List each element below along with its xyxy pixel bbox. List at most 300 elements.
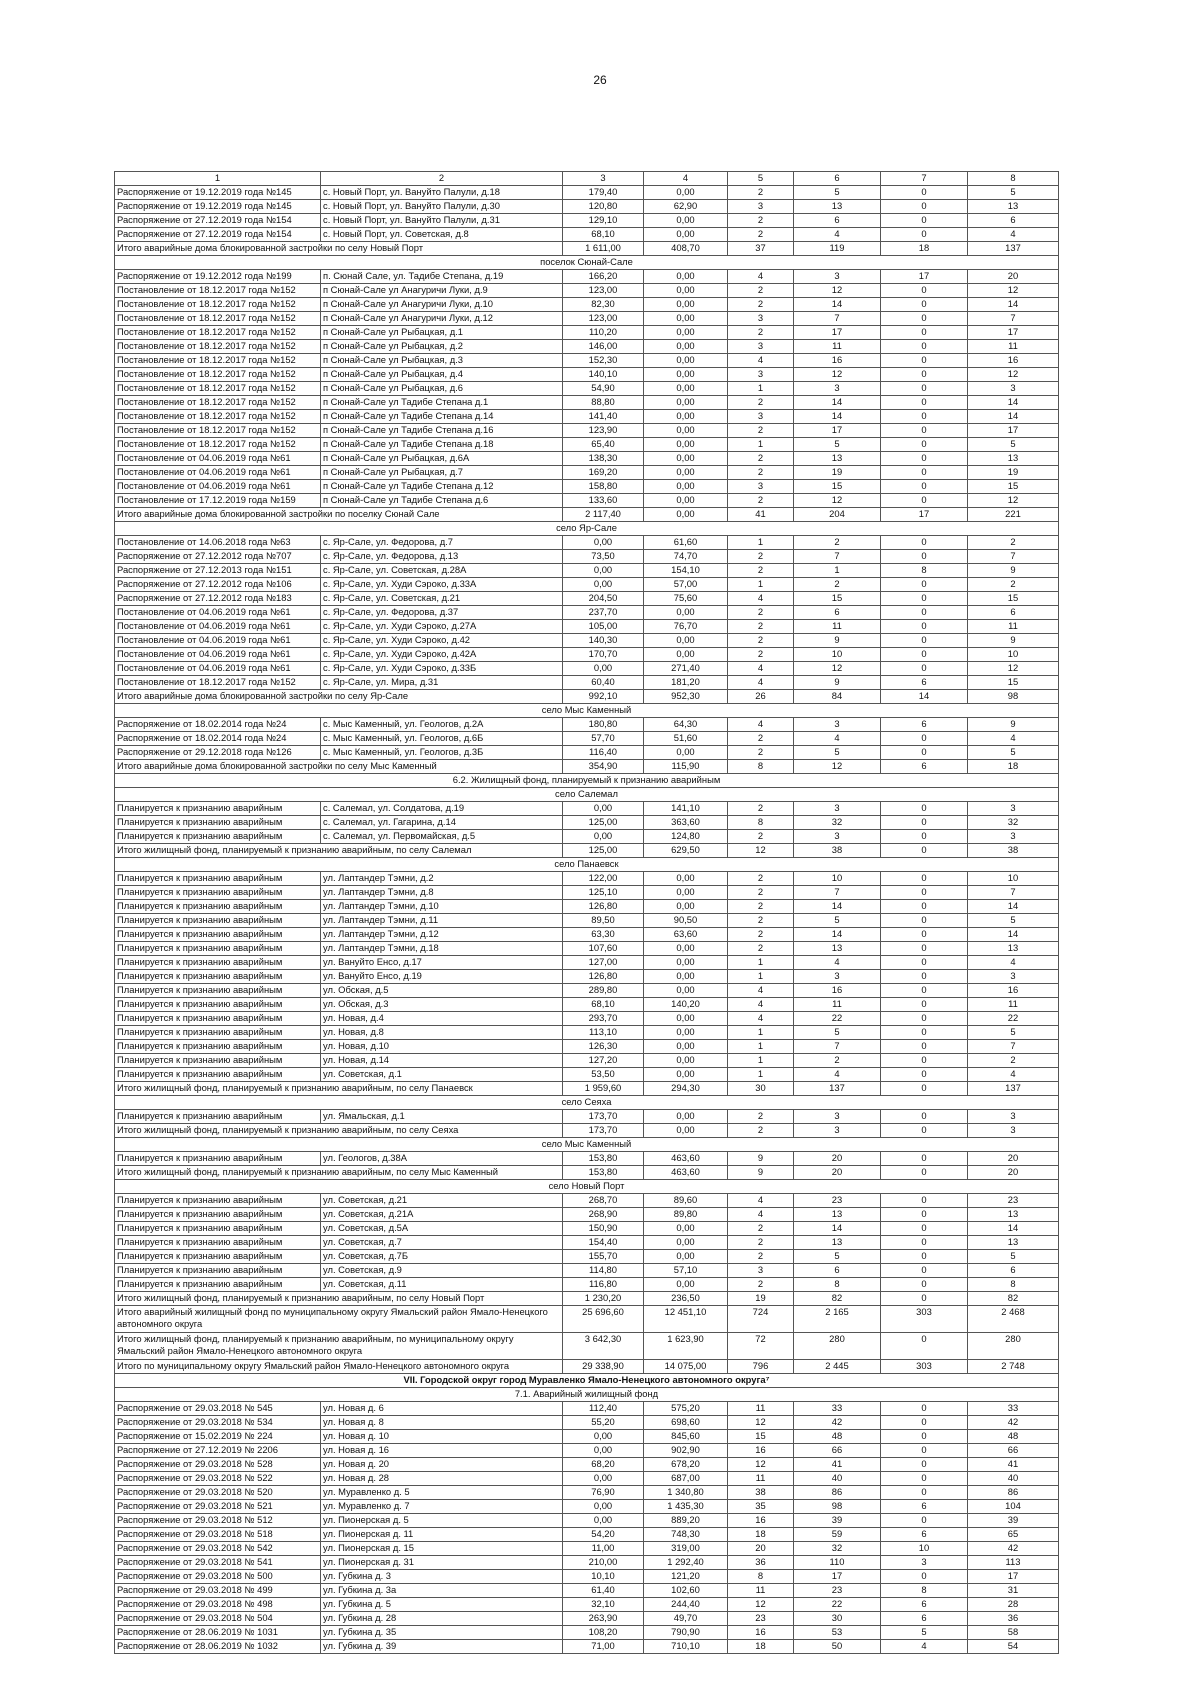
- value-cell: 17: [968, 424, 1059, 438]
- value-cell: 9: [968, 564, 1059, 578]
- value-cell: 0,00: [644, 354, 728, 368]
- value-cell: 11: [794, 620, 881, 634]
- value-cell: 86: [968, 1486, 1059, 1500]
- value-cell: 12: [794, 368, 881, 382]
- table-row: [115, 382, 1059, 396]
- address-cell: ул. Новая, д.14: [321, 1054, 563, 1068]
- table-row: [115, 830, 1059, 844]
- section-title: 6.2. Жилищный фонд, планируемый к признанию аварийным: [115, 774, 1059, 788]
- value-cell: 140,20: [644, 998, 728, 1012]
- address-cell: ул. Губкина д. 3а: [321, 1584, 563, 1598]
- address-cell: ул. Пионерская д. 15: [321, 1542, 563, 1556]
- value-cell: 0,00: [644, 298, 728, 312]
- value-cell: 0,00: [644, 480, 728, 494]
- table-row: [115, 494, 1059, 508]
- total-cell: 38: [794, 844, 881, 858]
- value-cell: 2: [968, 536, 1059, 550]
- value-cell: 127,00: [563, 956, 644, 970]
- value-cell: 76,90: [563, 1486, 644, 1500]
- document-cell: Постановление от 18.12.2017 года №152: [115, 676, 321, 690]
- address-cell: с. Салемал, ул. Солдатова, д.19: [321, 802, 563, 816]
- table-row: [115, 1598, 1059, 1612]
- total-cell: 0: [881, 1166, 968, 1180]
- value-cell: 0,00: [563, 564, 644, 578]
- value-cell: 42: [794, 1416, 881, 1430]
- value-cell: 48: [794, 1430, 881, 1444]
- value-cell: 48: [968, 1430, 1059, 1444]
- value-cell: 2: [728, 494, 794, 508]
- address-cell: с. Яр-Сале, ул. Федорова, д.13: [321, 550, 563, 564]
- value-cell: 3: [794, 830, 881, 844]
- value-cell: 17: [794, 424, 881, 438]
- value-cell: 36: [968, 1612, 1059, 1626]
- total-cell: 303: [881, 1306, 968, 1333]
- value-cell: 12: [968, 662, 1059, 676]
- table-row: [115, 284, 1059, 298]
- value-cell: 15: [968, 592, 1059, 606]
- document-cell: Распоряжение от 15.02.2019 № 224: [115, 1430, 321, 1444]
- table-row: [115, 452, 1059, 466]
- column-number: 5: [728, 172, 794, 186]
- address-cell: ул. Советская, д.11: [321, 1278, 563, 1292]
- value-cell: 244,40: [644, 1598, 728, 1612]
- address-cell: п Сюнай-Сале ул Анагуричи Луки, д.9: [321, 284, 563, 298]
- value-cell: 0: [881, 1110, 968, 1124]
- value-cell: 17: [794, 326, 881, 340]
- table-row: [115, 186, 1059, 200]
- document-cell: Распоряжение от 29.12.2018 года №126: [115, 746, 321, 760]
- value-cell: 179,40: [563, 186, 644, 200]
- total-cell: 0: [881, 1292, 968, 1306]
- value-cell: 0: [881, 354, 968, 368]
- total-cell: 18: [968, 760, 1059, 774]
- value-cell: 68,20: [563, 1458, 644, 1472]
- value-cell: 0: [881, 410, 968, 424]
- value-cell: 181,20: [644, 676, 728, 690]
- address-cell: с. Салемал, ул. Первомайская, д.5: [321, 830, 563, 844]
- document-cell: Постановление от 17.12.2019 года №159: [115, 494, 321, 508]
- value-cell: 89,80: [644, 1208, 728, 1222]
- value-cell: 12: [968, 368, 1059, 382]
- value-cell: 3: [728, 340, 794, 354]
- document-cell: Распоряжение от 27.12.2012 года №183: [115, 592, 321, 606]
- document-cell: Планируется к признанию аварийным: [115, 1264, 321, 1278]
- value-cell: 4: [728, 718, 794, 732]
- total-cell: 280: [794, 1333, 881, 1360]
- total-cell: 173,70: [563, 1124, 644, 1138]
- address-cell: ул. Муравленко д. 7: [321, 1500, 563, 1514]
- value-cell: 0: [881, 1026, 968, 1040]
- value-cell: 0,00: [644, 312, 728, 326]
- value-cell: 62,90: [644, 200, 728, 214]
- value-cell: 3: [794, 270, 881, 284]
- value-cell: 4: [728, 354, 794, 368]
- total-row: [115, 1166, 1059, 1180]
- column-number: 8: [968, 172, 1059, 186]
- value-cell: 15: [968, 676, 1059, 690]
- value-cell: 10: [794, 872, 881, 886]
- total-cell: 12 451,10: [644, 1306, 728, 1333]
- value-cell: 12: [794, 284, 881, 298]
- value-cell: 2: [728, 606, 794, 620]
- total-cell: 20: [794, 1166, 881, 1180]
- total-label: Итого жилищный фонд, планируемый к признанию аварийным, по селу Сеяха: [115, 1124, 563, 1138]
- table-row: [115, 396, 1059, 410]
- value-cell: 41: [794, 1458, 881, 1472]
- document-cell: Планируется к признанию аварийным: [115, 998, 321, 1012]
- value-cell: 49,70: [644, 1612, 728, 1626]
- address-cell: с. Яр-Сале, ул. Худи Сэроко, д.42: [321, 634, 563, 648]
- table-row: [115, 424, 1059, 438]
- document-cell: Постановление от 18.12.2017 года №152: [115, 410, 321, 424]
- value-cell: 2: [728, 466, 794, 480]
- total-cell: 8: [728, 760, 794, 774]
- value-cell: 6: [968, 214, 1059, 228]
- value-cell: 3: [728, 410, 794, 424]
- table-row: [115, 410, 1059, 424]
- address-cell: п Сюнай-Сале ул Тадибе Степана д.14: [321, 410, 563, 424]
- value-cell: 0: [881, 536, 968, 550]
- value-cell: 19: [794, 466, 881, 480]
- value-cell: 0: [881, 396, 968, 410]
- document-cell: Планируется к признанию аварийным: [115, 1194, 321, 1208]
- value-cell: 6: [881, 1500, 968, 1514]
- value-cell: 86: [794, 1486, 881, 1500]
- value-cell: 11: [728, 1584, 794, 1598]
- total-cell: 2 748: [968, 1360, 1059, 1374]
- document-cell: Постановление от 04.06.2019 года №61: [115, 480, 321, 494]
- value-cell: 2: [794, 578, 881, 592]
- value-cell: 319,00: [644, 1542, 728, 1556]
- column-number: 1: [115, 172, 321, 186]
- total-cell: 629,50: [644, 844, 728, 858]
- document-cell: Распоряжение от 27.12.2013 года №151: [115, 564, 321, 578]
- column-number: 7: [881, 172, 968, 186]
- column-number: 2: [321, 172, 563, 186]
- value-cell: 6: [881, 676, 968, 690]
- total-label: Итого аварийные дома блокированной застройки по селу Яр-Сале: [115, 690, 563, 704]
- table-row: [115, 956, 1059, 970]
- value-cell: 4: [728, 1208, 794, 1222]
- document-cell: Планируется к признанию аварийным: [115, 942, 321, 956]
- document-cell: Распоряжение от 29.03.2018 № 522: [115, 1472, 321, 1486]
- value-cell: 14: [968, 928, 1059, 942]
- value-cell: 66: [794, 1444, 881, 1458]
- document-cell: Распоряжение от 29.03.2018 № 500: [115, 1570, 321, 1584]
- value-cell: 0: [881, 732, 968, 746]
- section-header-row: [115, 1096, 1059, 1110]
- table-row: [115, 886, 1059, 900]
- value-cell: 2: [728, 298, 794, 312]
- total-label: Итого по муниципальному округу Ямальский район Ямало-Ненецкого автономного округа: [115, 1360, 563, 1374]
- value-cell: 2: [728, 620, 794, 634]
- document-cell: Распоряжение от 18.02.2014 года №24: [115, 732, 321, 746]
- value-cell: 0: [881, 1012, 968, 1026]
- address-cell: ул. Губкина д. 35: [321, 1626, 563, 1640]
- value-cell: 82,30: [563, 298, 644, 312]
- value-cell: 55,20: [563, 1416, 644, 1430]
- section-title: село Салемал: [115, 788, 1059, 802]
- value-cell: 5: [794, 914, 881, 928]
- value-cell: 15: [794, 592, 881, 606]
- value-cell: 0,00: [644, 1278, 728, 1292]
- section-header-row: [115, 788, 1059, 802]
- column-number: 3: [563, 172, 644, 186]
- document-cell: Распоряжение от 29.03.2018 № 520: [115, 1486, 321, 1500]
- value-cell: 2: [728, 802, 794, 816]
- value-cell: 0: [881, 592, 968, 606]
- value-cell: 123,00: [563, 284, 644, 298]
- total-label: Итого жилищный фонд, планируемый к признанию аварийным, по селу Мыс Каменный: [115, 1166, 563, 1180]
- value-cell: 1: [728, 438, 794, 452]
- total-cell: 0: [881, 1333, 968, 1360]
- value-cell: 140,10: [563, 368, 644, 382]
- value-cell: 7: [968, 1040, 1059, 1054]
- value-cell: 1: [794, 564, 881, 578]
- value-cell: 289,80: [563, 984, 644, 998]
- total-row: [115, 1124, 1059, 1138]
- document-cell: Планируется к признанию аварийным: [115, 1110, 321, 1124]
- document-cell: Распоряжение от 29.03.2018 № 518: [115, 1528, 321, 1542]
- total-cell: 3 642,30: [563, 1333, 644, 1360]
- housing-fund-table: [114, 171, 1059, 1654]
- value-cell: 7: [794, 886, 881, 900]
- value-cell: 155,70: [563, 1250, 644, 1264]
- value-cell: 11: [794, 998, 881, 1012]
- document-cell: Распоряжение от 28.06.2019 № 1031: [115, 1626, 321, 1640]
- total-cell: 2 117,40: [563, 508, 644, 522]
- value-cell: 89,50: [563, 914, 644, 928]
- value-cell: 12: [728, 1458, 794, 1472]
- value-cell: 0: [881, 550, 968, 564]
- document-cell: Постановление от 18.12.2017 года №152: [115, 382, 321, 396]
- value-cell: 678,20: [644, 1458, 728, 1472]
- address-cell: п Сюнай-Сале ул Рыбацкая, д.3: [321, 354, 563, 368]
- value-cell: 2: [728, 228, 794, 242]
- address-cell: ул. Лаптандер Тэмни, д.11: [321, 914, 563, 928]
- value-cell: 112,40: [563, 1402, 644, 1416]
- value-cell: 11: [728, 1472, 794, 1486]
- value-cell: 16: [794, 354, 881, 368]
- value-cell: 0: [881, 1068, 968, 1082]
- section-header-row: [115, 774, 1059, 788]
- value-cell: 13: [794, 452, 881, 466]
- value-cell: 5: [794, 438, 881, 452]
- value-cell: 23: [794, 1194, 881, 1208]
- value-cell: 3: [968, 1110, 1059, 1124]
- value-cell: 13: [794, 942, 881, 956]
- value-cell: 140,30: [563, 634, 644, 648]
- value-cell: 5: [794, 746, 881, 760]
- value-cell: 0: [881, 438, 968, 452]
- document-cell: Распоряжение от 19.12.2019 года №145: [115, 200, 321, 214]
- total-cell: 463,60: [644, 1166, 728, 1180]
- total-row: [115, 760, 1059, 774]
- value-cell: 14: [794, 1222, 881, 1236]
- value-cell: 116,80: [563, 1278, 644, 1292]
- value-cell: 32: [968, 816, 1059, 830]
- value-cell: 0: [881, 802, 968, 816]
- address-cell: ул. Новая д. 28: [321, 1472, 563, 1486]
- total-cell: 25 696,60: [563, 1306, 644, 1333]
- value-cell: 0,00: [644, 1222, 728, 1236]
- total-cell: 1 959,60: [563, 1082, 644, 1096]
- value-cell: 0: [881, 382, 968, 396]
- value-cell: 0,00: [644, 466, 728, 480]
- value-cell: 5: [968, 746, 1059, 760]
- table-row: [115, 270, 1059, 284]
- total-row: [115, 508, 1059, 522]
- total-cell: 82: [794, 1292, 881, 1306]
- table-row: [115, 326, 1059, 340]
- value-cell: 2: [728, 424, 794, 438]
- value-cell: 263,90: [563, 1612, 644, 1626]
- value-cell: 0,00: [644, 634, 728, 648]
- value-cell: 2: [728, 732, 794, 746]
- value-cell: 0: [881, 872, 968, 886]
- total-cell: 84: [794, 690, 881, 704]
- total-cell: 0,00: [644, 1124, 728, 1138]
- value-cell: 8: [728, 1570, 794, 1584]
- address-cell: п Сюнай-Сале ул Тадибе Степана д.12: [321, 480, 563, 494]
- value-cell: 20: [728, 1542, 794, 1556]
- table-row: [115, 732, 1059, 746]
- document-cell: Планируется к признанию аварийным: [115, 872, 321, 886]
- value-cell: 65,40: [563, 438, 644, 452]
- total-label: Итого аварийные дома блокированной застройки по поселку Сюнай Сале: [115, 508, 563, 522]
- total-cell: 19: [728, 1292, 794, 1306]
- value-cell: 0: [881, 340, 968, 354]
- value-cell: 16: [728, 1444, 794, 1458]
- value-cell: 6: [794, 1264, 881, 1278]
- value-cell: 4: [968, 228, 1059, 242]
- section-header-row: [115, 1180, 1059, 1194]
- value-cell: 0,00: [644, 1026, 728, 1040]
- total-cell: 0: [881, 844, 968, 858]
- value-cell: 2: [728, 634, 794, 648]
- total-row: [115, 844, 1059, 858]
- address-cell: ул. Лаптандер Тэмни, д.8: [321, 886, 563, 900]
- value-cell: 0,00: [644, 214, 728, 228]
- value-cell: 13: [794, 200, 881, 214]
- value-cell: 17: [968, 326, 1059, 340]
- document-cell: Постановление от 04.06.2019 года №61: [115, 648, 321, 662]
- total-cell: 2 165: [794, 1306, 881, 1333]
- table-row: [115, 648, 1059, 662]
- address-cell: ул. Новая д. 10: [321, 1430, 563, 1444]
- table-row: [115, 466, 1059, 480]
- value-cell: 902,90: [644, 1444, 728, 1458]
- address-cell: ул. Новая, д.4: [321, 1012, 563, 1026]
- value-cell: 0: [881, 1472, 968, 1486]
- value-cell: 54,90: [563, 382, 644, 396]
- value-cell: 2: [728, 746, 794, 760]
- address-cell: ул. Новая д. 6: [321, 1402, 563, 1416]
- section-title: село Сеяха: [115, 1096, 1059, 1110]
- value-cell: 3: [728, 368, 794, 382]
- value-cell: 17: [881, 270, 968, 284]
- value-cell: 9: [794, 634, 881, 648]
- section-header-row: [115, 704, 1059, 718]
- value-cell: 12: [968, 284, 1059, 298]
- value-cell: 204,50: [563, 592, 644, 606]
- address-cell: п Сюнай-Сале ул Рыбацкая, д.1: [321, 326, 563, 340]
- value-cell: 0: [881, 634, 968, 648]
- address-cell: с. Новый Порт, ул. Вануйто Палули, д.30: [321, 200, 563, 214]
- value-cell: 0: [881, 816, 968, 830]
- value-cell: 12: [968, 494, 1059, 508]
- value-cell: 3: [728, 1264, 794, 1278]
- total-cell: 0: [881, 1082, 968, 1096]
- value-cell: 0: [881, 368, 968, 382]
- value-cell: 3: [794, 382, 881, 396]
- table-row: [115, 1250, 1059, 1264]
- value-cell: 1: [728, 1040, 794, 1054]
- value-cell: 15: [794, 480, 881, 494]
- value-cell: 0,00: [563, 536, 644, 550]
- total-row: [115, 1360, 1059, 1374]
- total-cell: 724: [728, 1306, 794, 1333]
- value-cell: 710,10: [644, 1640, 728, 1654]
- value-cell: 17: [794, 1570, 881, 1584]
- value-cell: 6: [881, 1598, 968, 1612]
- value-cell: 7: [794, 312, 881, 326]
- value-cell: 0: [881, 186, 968, 200]
- address-cell: с. Яр-Сале, ул. Федорова, д.7: [321, 536, 563, 550]
- value-cell: 15: [968, 480, 1059, 494]
- value-cell: 54: [968, 1640, 1059, 1654]
- document-cell: Постановление от 14.06.2018 года №63: [115, 536, 321, 550]
- value-cell: 10: [881, 1542, 968, 1556]
- value-cell: 0,00: [644, 186, 728, 200]
- value-cell: 59: [794, 1528, 881, 1542]
- value-cell: 3: [794, 802, 881, 816]
- value-cell: 0: [881, 1250, 968, 1264]
- table-row: [115, 592, 1059, 606]
- value-cell: 14: [968, 298, 1059, 312]
- value-cell: 5: [794, 186, 881, 200]
- document-cell: Планируется к признанию аварийным: [115, 1278, 321, 1292]
- value-cell: 6: [794, 606, 881, 620]
- total-cell: 6: [881, 760, 968, 774]
- document-cell: Распоряжение от 29.03.2018 № 521: [115, 1500, 321, 1514]
- value-cell: 3: [968, 970, 1059, 984]
- document-cell: Планируется к признанию аварийным: [115, 1222, 321, 1236]
- value-cell: 2: [728, 396, 794, 410]
- value-cell: 114,80: [563, 1264, 644, 1278]
- value-cell: 1: [728, 956, 794, 970]
- document-cell: Планируется к признанию аварийным: [115, 830, 321, 844]
- address-cell: ул. Обская, д.3: [321, 998, 563, 1012]
- value-cell: 66: [968, 1444, 1059, 1458]
- value-cell: 28: [968, 1598, 1059, 1612]
- document-cell: Постановление от 04.06.2019 года №61: [115, 634, 321, 648]
- value-cell: 13: [794, 1236, 881, 1250]
- value-cell: 127,20: [563, 1054, 644, 1068]
- value-cell: 14: [968, 900, 1059, 914]
- total-cell: 30: [728, 1082, 794, 1096]
- value-cell: 14: [794, 396, 881, 410]
- table-row: [115, 970, 1059, 984]
- value-cell: 54,20: [563, 1528, 644, 1542]
- value-cell: 2: [728, 326, 794, 340]
- address-cell: ул. Лаптандер Тэмни, д.18: [321, 942, 563, 956]
- table-row: [115, 1472, 1059, 1486]
- column-number: 4: [644, 172, 728, 186]
- value-cell: 71,00: [563, 1640, 644, 1654]
- section-title: поселок Сюнай-Сале: [115, 256, 1059, 270]
- address-cell: с. Яр-Сале, ул. Худи Сэроко, д.27А: [321, 620, 563, 634]
